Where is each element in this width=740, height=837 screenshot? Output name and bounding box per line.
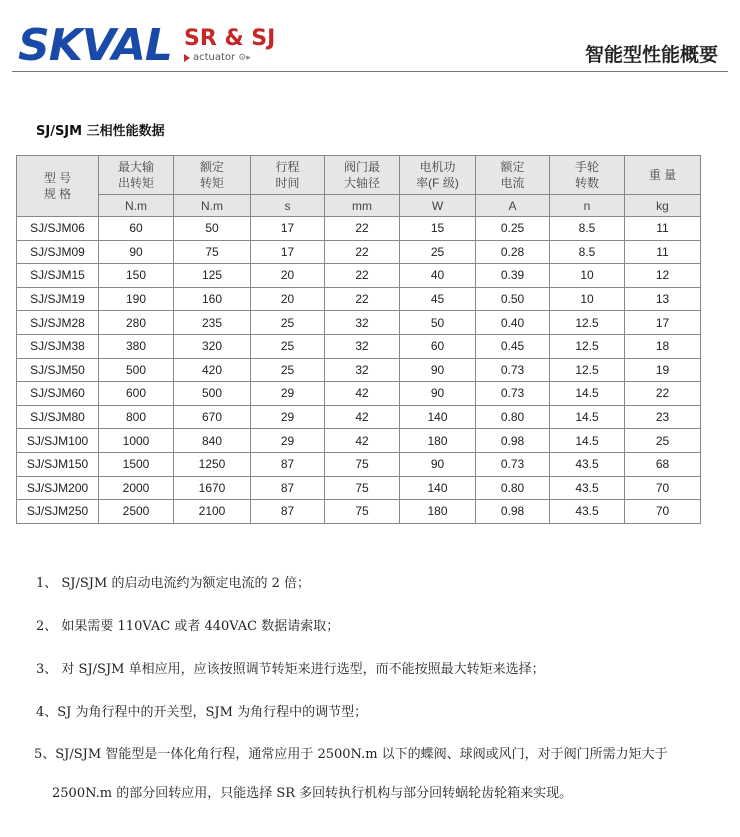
product-line-name: SR & SJ [184, 26, 276, 51]
note-item-5-continued: 2500N.m 的部分回转应用，只能选择 SR 多回转执行机构与部分回转蜗轮齿轮箱来实现。 [52, 786, 573, 801]
table-cell: 32 [325, 311, 400, 335]
table-cell: 87 [251, 476, 325, 500]
table-cell: 180 [400, 429, 476, 453]
table-header-row [17, 156, 701, 195]
table-cell: 90 [400, 382, 476, 406]
gear-icon: ⚙▸ [238, 53, 251, 63]
table-cell: 180 [400, 500, 476, 524]
table-cell: 32 [325, 334, 400, 358]
header-divider [12, 71, 728, 72]
table-cell: 670 [174, 405, 251, 429]
table-cell: 87 [251, 500, 325, 524]
unit-cell: n [550, 195, 625, 217]
table-cell: 22 [625, 382, 701, 406]
brand-logo: SKVAL [18, 20, 172, 71]
model-cell: SJ/SJM19 [17, 287, 99, 311]
table-cell: 25 [625, 429, 701, 453]
table-cell: 45 [400, 287, 476, 311]
table-cell: 13 [625, 287, 701, 311]
header-line: 电机功 [419, 160, 456, 174]
table-row [17, 311, 701, 335]
table-cell: 50 [174, 217, 251, 241]
table-cell: 420 [174, 358, 251, 382]
header-line: 型 号 [43, 171, 72, 185]
model-cell: SJ/SJM100 [17, 429, 99, 453]
table-cell: 20 [251, 287, 325, 311]
table-cell: 75 [325, 452, 400, 476]
table-row [17, 382, 701, 406]
table-cell: 22 [325, 287, 400, 311]
table-cell: 140 [400, 405, 476, 429]
table-cell: 0.98 [476, 429, 550, 453]
table-cell: 0.28 [476, 240, 550, 264]
unit-cell: N.m [174, 195, 251, 217]
model-cell: SJ/SJM80 [17, 405, 99, 429]
header-line: 行程 [275, 160, 300, 174]
note-item-5: 5、SJ/SJM 智能型是一体化角行程，通常应用于 2500N.m 以下的蝶阀、球阀或风门，对于阀门所需力矩大于 [34, 747, 668, 762]
table-cell: 500 [99, 358, 174, 382]
table-cell: 0.25 [476, 217, 550, 241]
product-line-logo [184, 28, 275, 64]
table-cell: 23 [625, 405, 701, 429]
table-cell: 150 [99, 264, 174, 288]
table-row [17, 240, 701, 264]
header-line: 阀门最 [343, 160, 380, 174]
table-cell: 14.5 [550, 405, 625, 429]
table-cell: 0.80 [476, 405, 550, 429]
table-row [17, 405, 701, 429]
table-cell: 10 [550, 264, 625, 288]
product-line-tagline [184, 52, 275, 64]
table-cell: 25 [251, 334, 325, 358]
model-cell: SJ/SJM250 [17, 500, 99, 524]
table-cell: 10 [550, 287, 625, 311]
table-cell: 43.5 [550, 500, 625, 524]
table-cell: 14.5 [550, 429, 625, 453]
table-cell: 12.5 [550, 358, 625, 382]
header-line: 转矩 [199, 176, 224, 190]
table-cell: 29 [251, 382, 325, 406]
column-header-stroke-time [251, 156, 325, 195]
table-cell: 12.5 [550, 334, 625, 358]
table-cell: 8.5 [550, 240, 625, 264]
header-line: 大轴径 [343, 176, 380, 190]
table-row [17, 358, 701, 382]
column-header-max-torque [99, 156, 174, 195]
table-cell: 0.73 [476, 452, 550, 476]
column-header-weight [625, 156, 701, 195]
table-cell: 140 [400, 476, 476, 500]
table-cell: 75 [174, 240, 251, 264]
table-cell: 2000 [99, 476, 174, 500]
table-cell: 12 [625, 264, 701, 288]
table-cell: 12.5 [550, 311, 625, 335]
table-row [17, 264, 701, 288]
table-row [17, 429, 701, 453]
header-line: 额定 [199, 160, 224, 174]
table-cell: 380 [99, 334, 174, 358]
table-cell: 190 [99, 287, 174, 311]
header-line: 率(F 级) [416, 176, 459, 190]
table-cell: 600 [99, 382, 174, 406]
table-cell: 32 [325, 358, 400, 382]
table-cell: 87 [251, 452, 325, 476]
table-cell: 60 [400, 334, 476, 358]
header-line: 出转矩 [117, 176, 154, 190]
table-cell: 1250 [174, 452, 251, 476]
table-cell: 320 [174, 334, 251, 358]
model-cell: SJ/SJM06 [17, 217, 99, 241]
column-header-rated-torque [174, 156, 251, 195]
table-cell: 42 [325, 429, 400, 453]
column-header-max-stem [325, 156, 400, 195]
table-cell: 43.5 [550, 452, 625, 476]
header-line: 手轮 [574, 160, 599, 174]
table-row [17, 476, 701, 500]
column-header-motor-power [400, 156, 476, 195]
model-cell: SJ/SJM15 [17, 264, 99, 288]
table-cell: 40 [400, 264, 476, 288]
table-cell: 43.5 [550, 476, 625, 500]
table-cell: 160 [174, 287, 251, 311]
table-cell: 0.40 [476, 311, 550, 335]
section-title: SJ/SJM 三相性能数据 [36, 124, 165, 139]
table-cell: 11 [625, 240, 701, 264]
table-cell: 11 [625, 217, 701, 241]
table-cell: 75 [325, 476, 400, 500]
table-cell: 125 [174, 264, 251, 288]
table-cell: 0.50 [476, 287, 550, 311]
model-cell: SJ/SJM50 [17, 358, 99, 382]
model-cell: SJ/SJM150 [17, 452, 99, 476]
note-item-3: 3、 对 SJ/SJM 单相应用，应该按照调节转矩来进行选型，而不能按照最大转矩来选择； [36, 662, 545, 677]
table-cell: 1000 [99, 429, 174, 453]
model-cell: SJ/SJM28 [17, 311, 99, 335]
table-cell: 17 [251, 217, 325, 241]
column-header-handwheel-turns [550, 156, 625, 195]
unit-cell: A [476, 195, 550, 217]
table-cell: 25 [400, 240, 476, 264]
table-cell: 0.80 [476, 476, 550, 500]
table-cell: 840 [174, 429, 251, 453]
table-cell: 29 [251, 405, 325, 429]
table-cell: 18 [625, 334, 701, 358]
table-cell: 14.5 [550, 382, 625, 406]
table-row [17, 500, 701, 524]
table-cell: 90 [400, 452, 476, 476]
model-cell: SJ/SJM60 [17, 382, 99, 406]
table-row [17, 334, 701, 358]
table-row [17, 452, 701, 476]
table-cell: 68 [625, 452, 701, 476]
header-line: 重 量 [648, 168, 677, 182]
unit-cell: N.m [99, 195, 174, 217]
header-line: 转数 [574, 176, 599, 190]
note-item-2: 2、 如果需要 110VAC 或者 440VAC 数据请索取； [36, 619, 340, 634]
table-cell: 70 [625, 476, 701, 500]
table-row [17, 217, 701, 241]
table-cell: 50 [400, 311, 476, 335]
header-line: 最大输 [117, 160, 154, 174]
table-cell: 25 [251, 311, 325, 335]
table-cell: 1670 [174, 476, 251, 500]
table-cell: 75 [325, 500, 400, 524]
table-cell: 70 [625, 500, 701, 524]
table-cell: 22 [325, 240, 400, 264]
header-line: 时间 [275, 176, 300, 190]
table-cell: 17 [625, 311, 701, 335]
table-cell: 90 [400, 358, 476, 382]
table-cell: 20 [251, 264, 325, 288]
table-cell: 280 [99, 311, 174, 335]
table-body [17, 217, 701, 524]
header-line: 电流 [500, 176, 525, 190]
table-cell: 0.73 [476, 358, 550, 382]
table-cell: 800 [99, 405, 174, 429]
table-cell: 15 [400, 217, 476, 241]
table-cell: 29 [251, 429, 325, 453]
header-line: 规 格 [43, 187, 72, 201]
model-cell: SJ/SJM200 [17, 476, 99, 500]
table-cell: 60 [99, 217, 174, 241]
column-header-model [17, 156, 99, 217]
table-cell: 2100 [174, 500, 251, 524]
table-cell: 0.45 [476, 334, 550, 358]
unit-cell: kg [625, 195, 701, 217]
header-line: 额定 [500, 160, 525, 174]
table-cell: 0.39 [476, 264, 550, 288]
page-header [0, 0, 740, 80]
table-cell: 17 [251, 240, 325, 264]
tagline-text: actuator [193, 52, 236, 63]
table-cell: 90 [99, 240, 174, 264]
table-cell: 42 [325, 382, 400, 406]
unit-cell: W [400, 195, 476, 217]
table-row [17, 287, 701, 311]
table-cell: 22 [325, 264, 400, 288]
table-cell: 0.73 [476, 382, 550, 406]
model-cell: SJ/SJM38 [17, 334, 99, 358]
model-cell: SJ/SJM09 [17, 240, 99, 264]
play-triangle-icon [184, 54, 190, 62]
note-item-1: 1、 SJ/SJM 的启动电流约为额定电流的 2 倍； [36, 576, 310, 591]
unit-cell: s [251, 195, 325, 217]
table-cell: 500 [174, 382, 251, 406]
note-item-4: 4、SJ 为角行程中的开关型，SJM 为角行程中的调节型； [36, 705, 368, 720]
table-cell: 1500 [99, 452, 174, 476]
table-cell: 0.98 [476, 500, 550, 524]
column-header-rated-current [476, 156, 550, 195]
table-cell: 235 [174, 311, 251, 335]
table-cell: 25 [251, 358, 325, 382]
table-cell: 22 [325, 217, 400, 241]
performance-table [16, 155, 701, 524]
table-cell: 42 [325, 405, 400, 429]
unit-cell: mm [325, 195, 400, 217]
table-cell: 2500 [99, 500, 174, 524]
table-cell: 8.5 [550, 217, 625, 241]
page-title: 智能型性能概要 [584, 44, 718, 66]
table-unit-row [17, 195, 701, 217]
table-cell: 19 [625, 358, 701, 382]
